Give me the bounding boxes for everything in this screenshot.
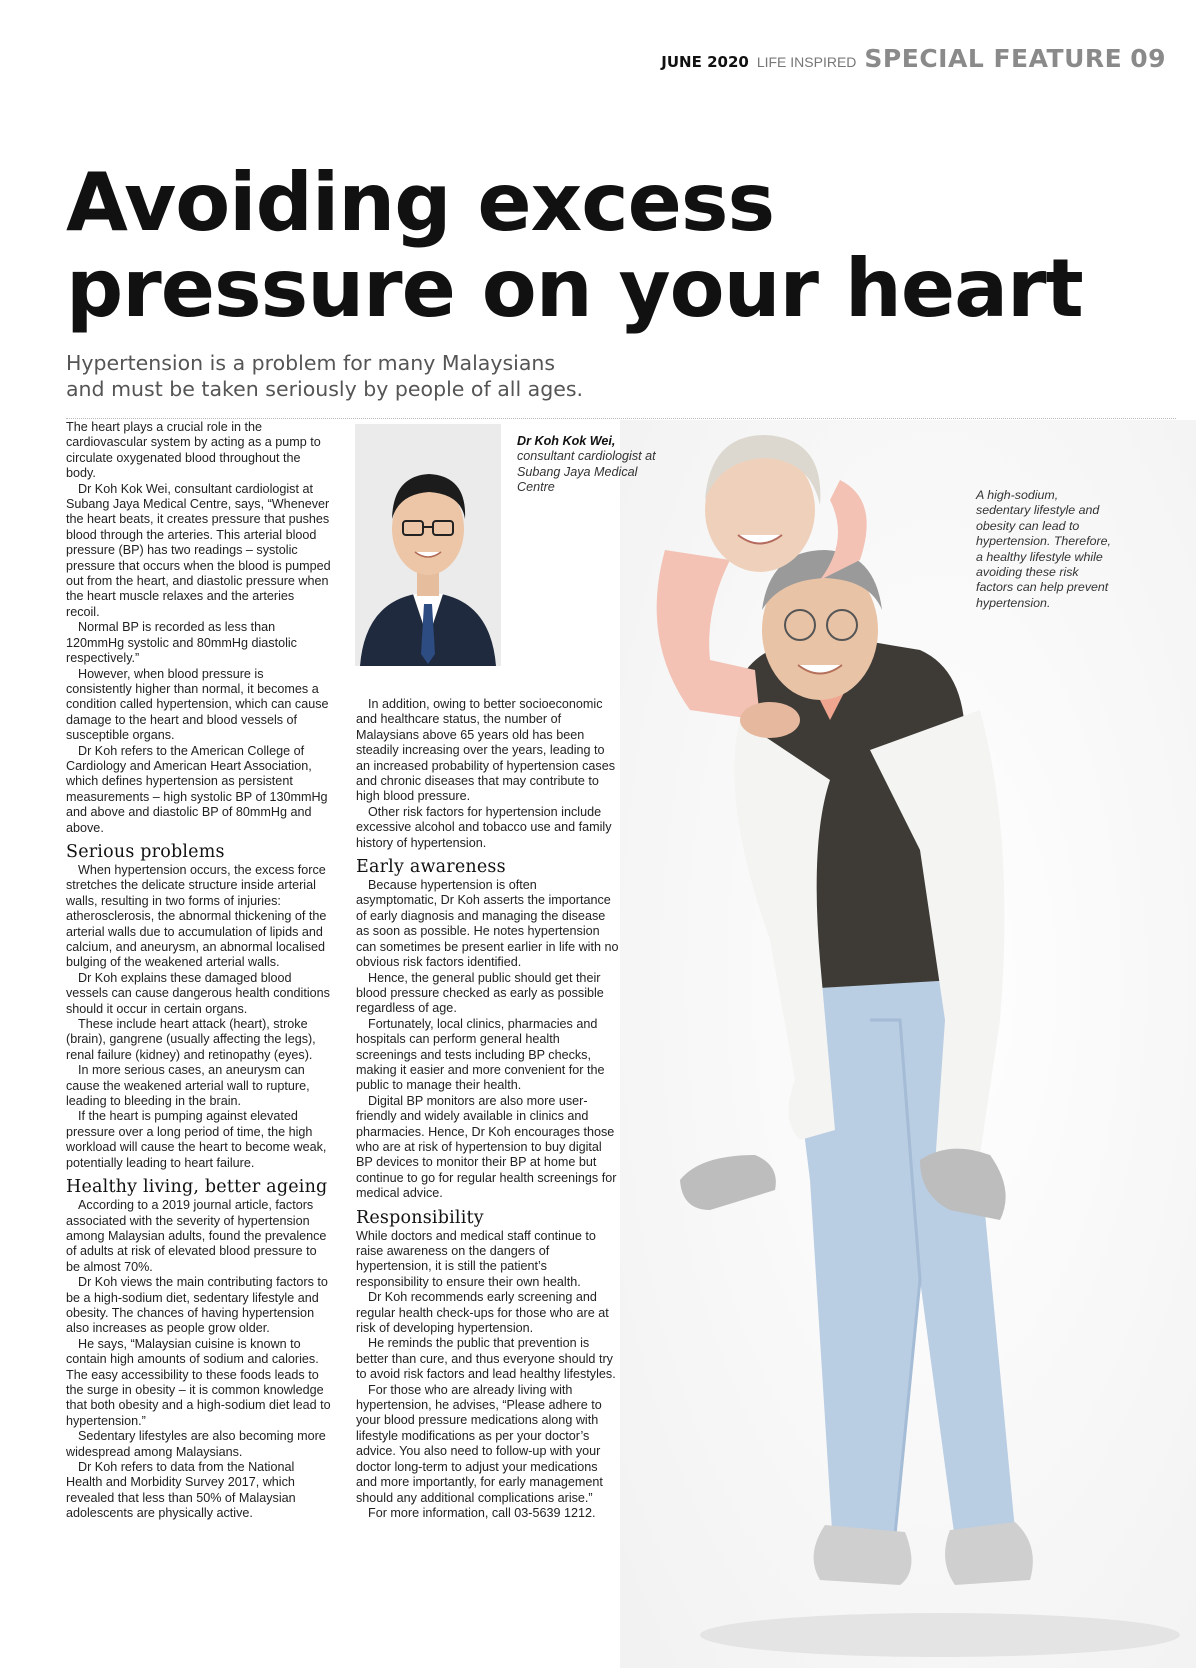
- paragraph: Dr Koh recommends early screening and regular health check-ups for those who are at risk of developing hypertension.: [356, 1290, 609, 1336]
- paragraph: Dr Koh explains these damaged blood vessels can cause dangerous health conditions should it occur in certain organs.: [66, 970, 330, 1016]
- paragraph: He reminds the public that prevention is better than cure, and thus everyone should try to avoid risk factors and lead healthy lifestyles.: [356, 1336, 616, 1382]
- subheading-early-awareness: Early awareness: [356, 857, 506, 878]
- paragraph: Hence, the general public should get their blood pressure checked as early as possible regardless of age.: [356, 970, 604, 1016]
- paragraph: Dr Koh refers to data from the National Health and Morbidity Survey 2017, which revealed that less than 50% of Malaysian adolescents are physically active.: [66, 1460, 296, 1521]
- subheading-healthy-living: Healthy living, better ageing: [66, 1177, 328, 1198]
- paragraph: When hypertension occurs, the excess force stretches the delicate structure inside arterial walls, resulting in two forms of injuries: atherosclerosis, the abnormal thickening of the arterial walls due to accumulation of lipids and calcium, and aneurysm, an abnormal localised bulging of the weakened arterial walls.: [66, 862, 327, 970]
- paragraph: According to a 2019 journal article, factors associated with the severity of hypertension among Malaysian adults, found the prevalence of adults at risk of elevated blood pressure to be almost 70%.: [66, 1198, 327, 1274]
- paragraph: Dr Koh refers to the American College of Cardiology and American Heart Association, which defines hypertension as persistent measurements – high systolic BP of 130mmHg and above and diastolic BP of 80mmHg and above.: [66, 743, 328, 835]
- paragraph: For those who are already living with hypertension, he advises, “Please adhere to your blood pressure medications along with lifestyle modifications as per your doctor’s advice. You also need to follow-up with your doctor long-term to adjust your medications and more importantly, for early management should any additional complications arise.”: [356, 1382, 603, 1505]
- running-header: [661, 44, 1166, 73]
- body-column-1: [66, 420, 331, 1522]
- paragraph: These include heart attack (heart), stroke (brain), gangrene (usually affecting the legs), renal failure (kidney) and retinopathy (eyes).: [66, 1017, 316, 1062]
- title-line-1: Avoiding excess: [66, 156, 775, 249]
- paragraph: Normal BP is recorded as less than 120mmHg systolic and 80mmHg diastolic respectively.”: [66, 620, 297, 666]
- paragraph: Digital BP monitors are also more user-friendly and widely available in clinics and pharmacies. Hence, Dr Koh encourages those who are at risk of hypertension to buy digital BP devices to monitor their BP at home but continue to go for regular health screenings for medical advice.: [356, 1093, 617, 1201]
- title-line-2: pressure on your heart: [66, 242, 1083, 335]
- paragraph: While doctors and medical staff continue to raise awareness on the dangers of hypertension, it is still the patient’s responsibility to ensure their own health.: [356, 1228, 596, 1289]
- paragraph: He says, “Malaysian cuisine is known to contain high amounts of sodium and calories. The easy accessibility to these foods leads to the surge in obesity – it is common knowledge that both obesity and a high-sodium diet lead to hypertension.”: [66, 1336, 331, 1428]
- contact-line: For more information, call 03-5639 1212.: [368, 1505, 596, 1520]
- portrait-caption: [517, 434, 667, 496]
- paragraph: The heart plays a crucial role in the cardiovascular system by acting as a pump to circulate oxygenated blood throughout the body.: [66, 420, 321, 481]
- publication-section: LIFE INSPIRED: [756, 54, 857, 70]
- article-title: [66, 156, 1083, 335]
- paragraph: Sedentary lifestyles are also becoming more widespread among Malaysians.: [66, 1429, 326, 1459]
- paragraph: In addition, owing to better socioeconomic and healthcare status, the number of Malaysians above 65 years old has been steadily increasing over the years, leading to an increased probability of hypertension cases and chronic diseases that may contribute to high blood pressure.: [356, 697, 616, 804]
- paragraph: However, when blood pressure is consistently higher than normal, it becomes a condition called hypertension, which can cause damage to the heart and blood vessels of susceptible organs.: [66, 666, 329, 743]
- paragraph: Dr Koh views the main contributing factors to be a high-sodium diet, sedentary lifestyle and obesity. The chances of having hypertension also increases as people grow older.: [66, 1275, 328, 1336]
- doctor-portrait: [355, 424, 501, 666]
- issue-date: JUNE 2020: [661, 53, 749, 71]
- doctor-role: consultant cardiologist at Subang Jaya Medical Centre: [517, 449, 656, 495]
- photo-caption: A high-sodium, sedentary lifestyle and obesity can lead to hypertension. Therefore, a healthy lifestyle while avoiding these risk factors can help prevent hypertension.: [976, 488, 1111, 610]
- paragraph: Fortunately, local clinics, pharmacies and hospitals can perform general health screenings and tests including BP checks, making it easier and more convenient for the public to manage their health.: [356, 1016, 605, 1093]
- paragraph: If the heart is pumping against elevated pressure over a long period of time, the high workload will cause the heart to become weak, potentially leading to heart failure.: [66, 1109, 327, 1170]
- body-column-2: [356, 697, 619, 1521]
- subheading-serious-problems: Serious problems: [66, 841, 225, 862]
- article-standfirst: Hypertension is a problem for many Malaysians and must be taken seriously by people of all ages.: [66, 351, 584, 401]
- subheading-responsibility: Responsibility: [356, 1207, 484, 1228]
- paragraph: Because hypertension is often asymptomatic, Dr Koh asserts the importance of early diagnosis and managing the disease as soon as possible. He notes hypertension can sometimes be present earlier in life with no obvious risk factors identified.: [356, 878, 619, 970]
- dotted-divider: [66, 418, 1176, 419]
- feature-label: SPECIAL FEATURE: [864, 44, 1123, 73]
- page-number: 09: [1130, 44, 1166, 73]
- doctor-name: Dr Koh Kok Wei,: [517, 434, 616, 448]
- paragraph: Other risk factors for hypertension include excessive alcohol and tobacco use and family history of hypertension.: [356, 804, 612, 850]
- paragraph: Dr Koh Kok Wei, consultant cardiologist at Subang Jaya Medical Centre, says, “Whenever the heart beats, it creates pressure that pushes blood through the arteries. This arterial blood pressure (BP) has two readings – systolic pressure that occurs when the blood is pumped out from the heart, and diastolic pressure when the heart muscle relaxes and the arteries recoil.: [66, 481, 331, 619]
- paragraph: In more serious cases, an aneurysm can cause the weakened arterial wall to rupture, leading to bleeding in the brain.: [66, 1063, 310, 1109]
